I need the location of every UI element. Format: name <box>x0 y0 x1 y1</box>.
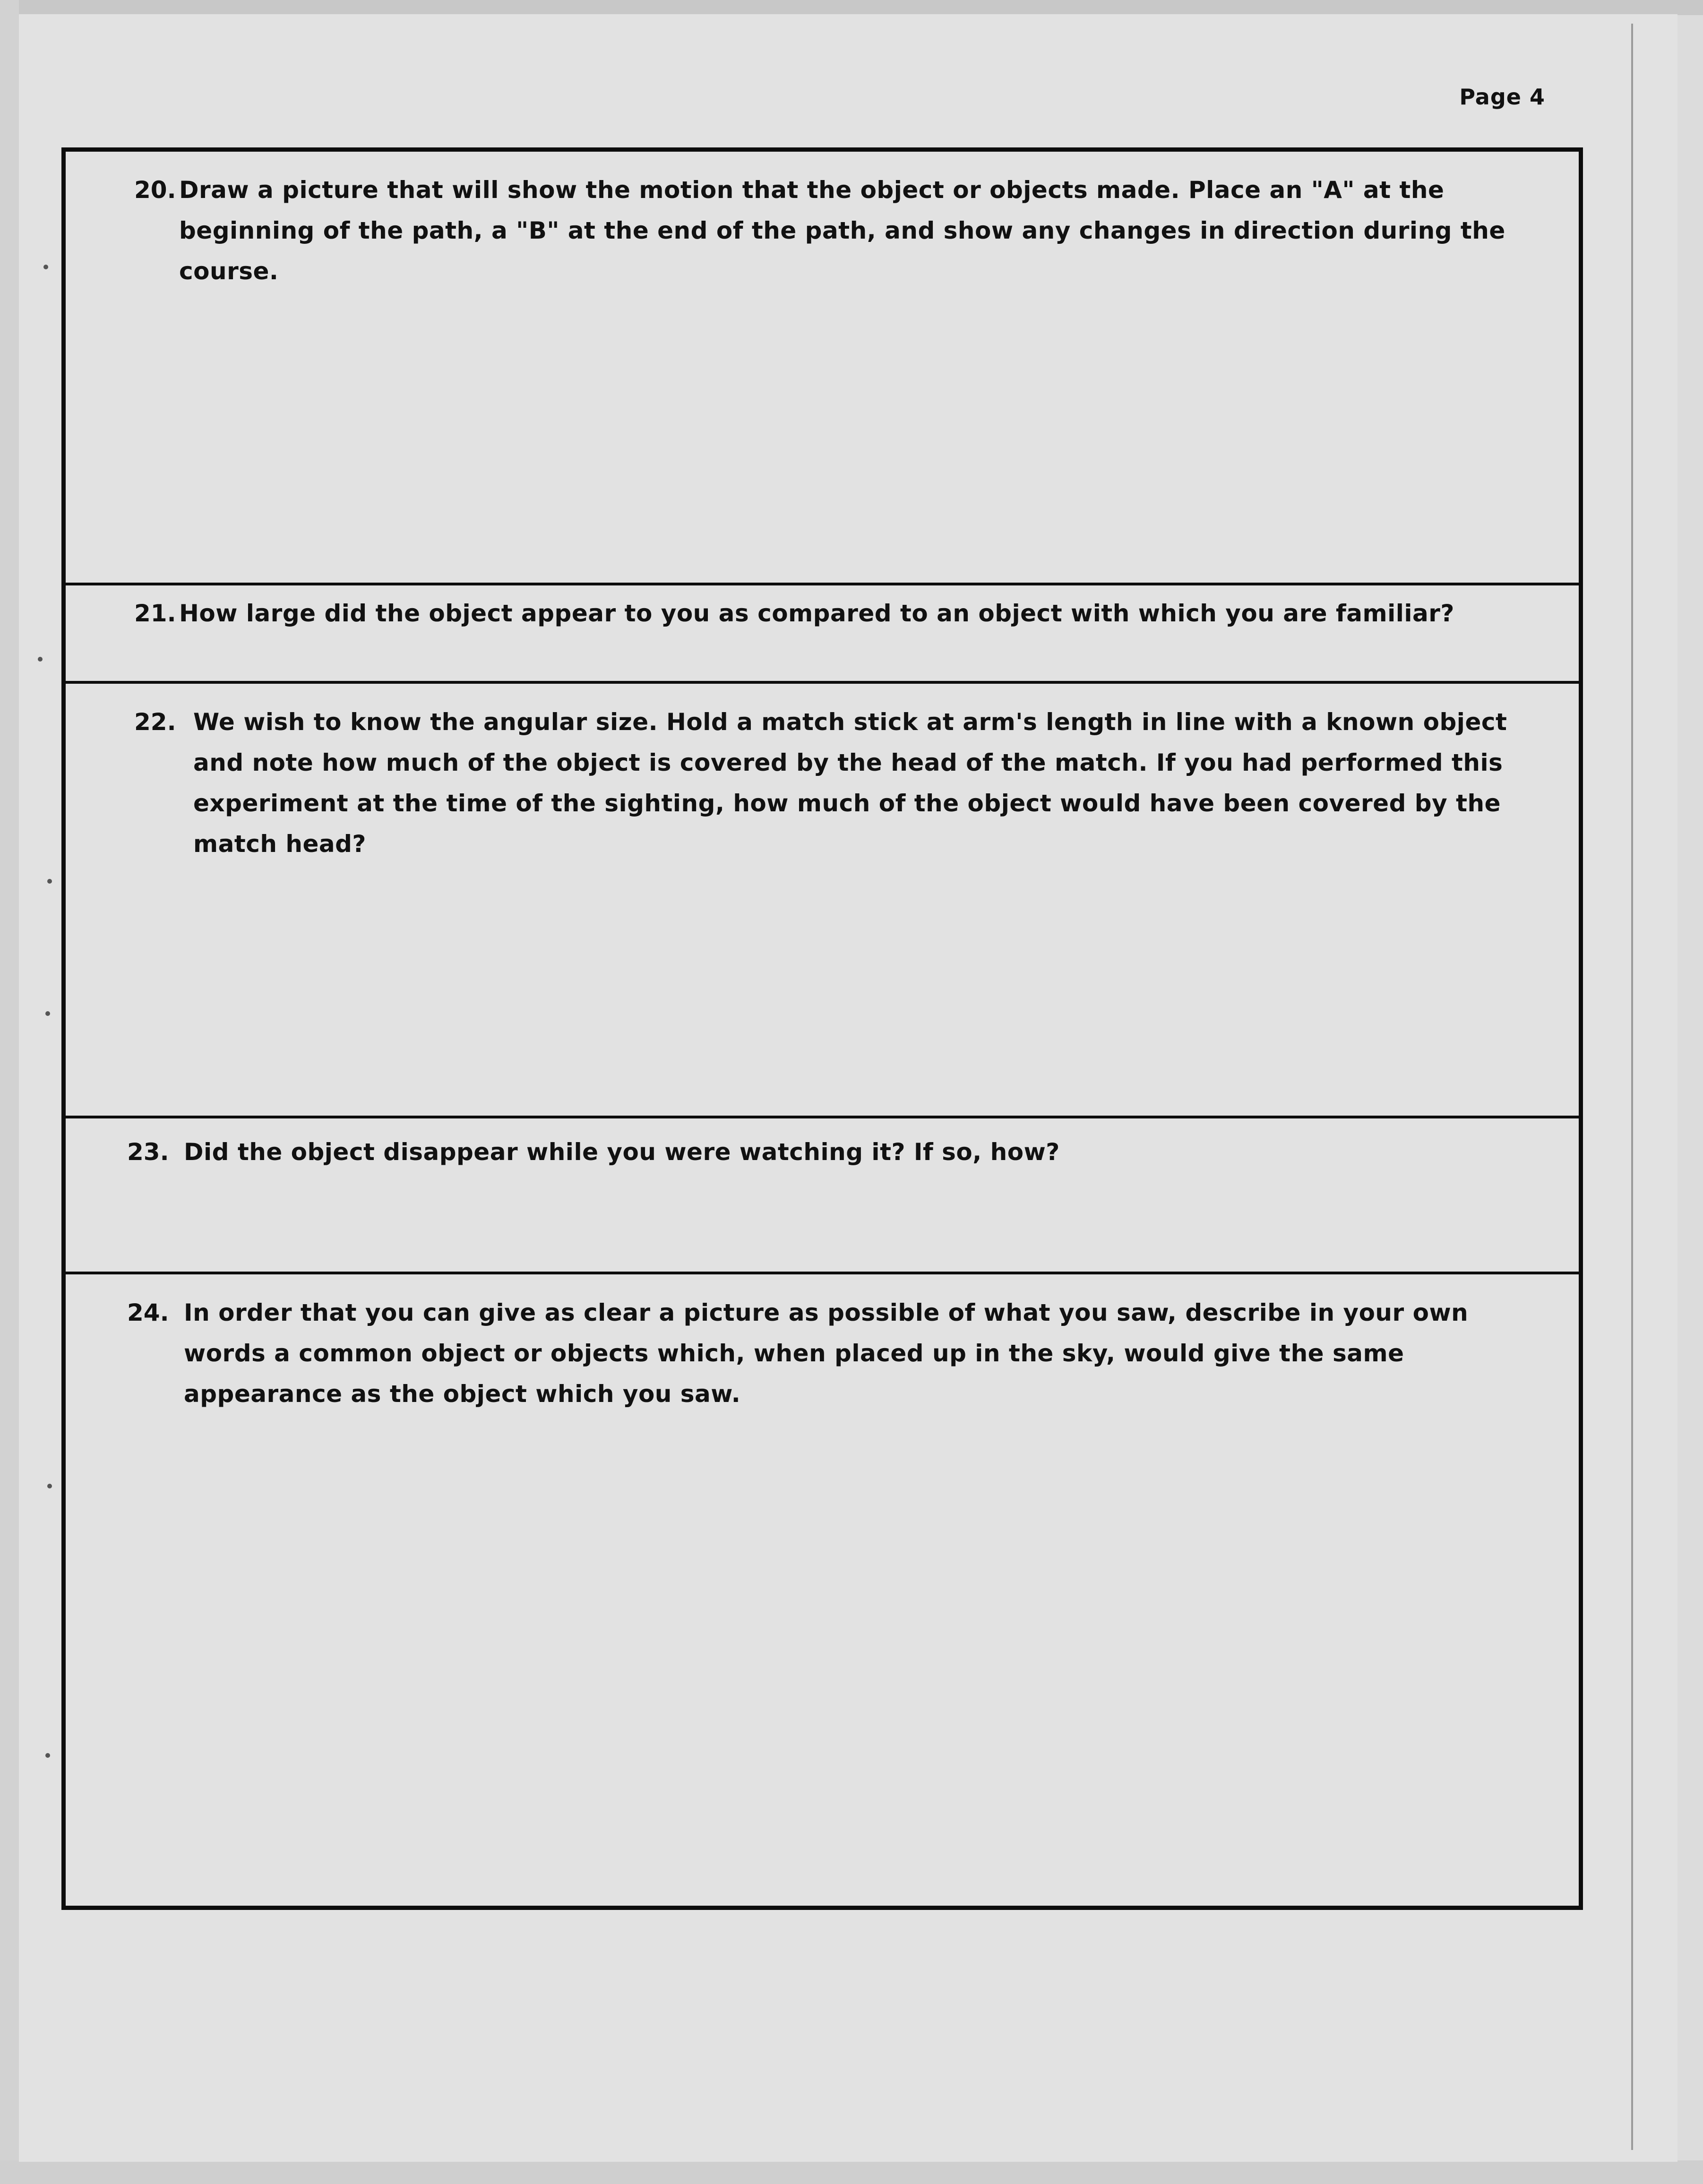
questionnaire-form <box>61 147 1583 1910</box>
question-24-section <box>66 1272 1579 1906</box>
question-21-text: How large did the object appear to you as compared to an object with which you are familiar? <box>179 600 1454 627</box>
question-20-section <box>66 152 1579 583</box>
question-23-answer-area[interactable] <box>85 1180 1560 1262</box>
question-21-section <box>66 583 1579 681</box>
scan-edge-top <box>0 0 1703 15</box>
question-23-text: Did the object disappear while you were watching it? If so, how? <box>184 1138 1060 1166</box>
question-24-number: 24. <box>127 1299 169 1326</box>
scan-speck <box>43 265 48 269</box>
question-22-number: 22. <box>134 708 176 736</box>
question-20-answer-area[interactable] <box>85 260 1560 573</box>
question-22-text: We wish to know the angular size. Hold a match stick at arm's length in line with a known object and note how much of the object is covered by the head of the match. If you had performed this experiment at the time of the sighting, how much of the object would have been covered by the match head? <box>193 708 1507 858</box>
scan-edge-bottom <box>0 2160 1703 2184</box>
scan-speck <box>47 879 52 884</box>
question-22-section <box>66 681 1579 1116</box>
question-23-number: 23. <box>127 1138 169 1166</box>
question-22-answer-area[interactable] <box>85 835 1560 1106</box>
question-21-number: 21. <box>134 600 176 627</box>
question-24-text: In order that you can give as clear a picture as possible of what you saw, describe in your own words a common object or objects which, when placed up in the sky, would give the same appearance as the object which you saw. <box>184 1299 1469 1408</box>
scan-speck <box>38 657 43 662</box>
question-21-answer-area[interactable] <box>85 637 1560 671</box>
question-23-section <box>66 1116 1579 1272</box>
question-24-answer-area[interactable] <box>85 1435 1560 1896</box>
right-margin-rule <box>1631 24 1633 2150</box>
question-20-number: 20. <box>134 176 176 204</box>
scan-speck <box>47 1484 52 1488</box>
scan-speck <box>45 1753 50 1758</box>
page-number: Page 4 <box>1459 84 1545 110</box>
scan-speck <box>45 1011 50 1016</box>
question-20-text: Draw a picture that will show the motion that the object or objects made. Place an "A" at the beginning of the path, a "B" at the end of the path, and show any changes in direction during the course. <box>179 176 1505 285</box>
scan-edge-left <box>0 0 19 2184</box>
